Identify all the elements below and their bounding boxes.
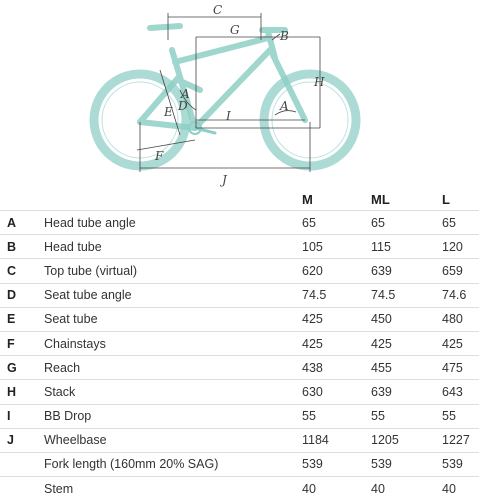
table-row [0, 235, 479, 259]
key-cell: B [0, 235, 44, 259]
table-row [0, 259, 479, 283]
table-row [0, 283, 479, 307]
value-l: 65 [442, 211, 479, 235]
key-cell: D [0, 283, 44, 307]
key-cell: J [0, 428, 44, 452]
measurement-name: Wheelbase [44, 428, 302, 452]
value-m: 539 [302, 452, 371, 476]
value-ml: 639 [371, 259, 442, 283]
measurement-name: Seat tube angle [44, 283, 302, 307]
value-l: 425 [442, 331, 479, 355]
key-cell: A [0, 211, 44, 235]
value-ml: 639 [371, 380, 442, 404]
value-l: 1227 [442, 428, 479, 452]
label-b: B [280, 29, 289, 43]
geometry-rows [0, 211, 479, 500]
value-l: 659 [442, 259, 479, 283]
label-i: I [226, 109, 231, 123]
header-size-ml: ML [371, 191, 390, 207]
key-cell: C [0, 259, 44, 283]
value-ml: 74.5 [371, 283, 442, 307]
value-l: 480 [442, 307, 479, 331]
key-cell: I [0, 404, 44, 428]
header-name [44, 188, 302, 211]
label-j: J [222, 173, 227, 187]
value-m: 1184 [302, 428, 371, 452]
value-m: 74.5 [302, 283, 371, 307]
size-header-row [0, 188, 479, 211]
value-m: 630 [302, 380, 371, 404]
table-row [0, 331, 479, 355]
label-a-rear: A [181, 87, 190, 101]
value-m: 55 [302, 404, 371, 428]
key-cell: H [0, 380, 44, 404]
table-row [0, 428, 479, 452]
key-cell: F [0, 331, 44, 355]
value-l: 475 [442, 356, 479, 380]
value-m: 425 [302, 331, 371, 355]
label-d: D [178, 99, 188, 113]
value-l: 643 [442, 380, 479, 404]
measurement-name: Stem [44, 477, 302, 500]
table-row [0, 380, 479, 404]
value-l: 55 [442, 404, 479, 428]
label-e: E [164, 105, 173, 119]
value-m: 425 [302, 307, 371, 331]
measurement-name: Head tube angle [44, 211, 302, 235]
label-g: G [230, 23, 240, 37]
header-key [0, 188, 44, 211]
value-ml: 115 [371, 235, 442, 259]
measurement-name: Head tube [44, 235, 302, 259]
value-m: 438 [302, 356, 371, 380]
value-m: 620 [302, 259, 371, 283]
key-cell: E [0, 307, 44, 331]
table-row [0, 452, 479, 476]
label-a-front: A [280, 99, 289, 113]
table-row [0, 477, 479, 500]
measurement-name: Reach [44, 356, 302, 380]
value-ml: 65 [371, 211, 442, 235]
geometry-table [0, 188, 479, 500]
measurement-name: Seat tube [44, 307, 302, 331]
value-ml: 450 [371, 307, 442, 331]
header-size-m: M [302, 191, 313, 207]
value-m: 105 [302, 235, 371, 259]
key-cell: G [0, 356, 44, 380]
value-ml: 455 [371, 356, 442, 380]
table-row [0, 307, 479, 331]
measurement-name: Stack [44, 380, 302, 404]
value-ml: 425 [371, 331, 442, 355]
table-row [0, 356, 479, 380]
bike-sketch [94, 26, 356, 166]
label-h: H [314, 75, 325, 89]
value-l: 74.6 [442, 283, 479, 307]
table-row [0, 211, 479, 235]
label-c: C [213, 3, 223, 17]
table-row [0, 404, 479, 428]
measurement-name: Chainstays [44, 331, 302, 355]
measurement-name: Top tube (virtual) [44, 259, 302, 283]
value-ml: 40 [371, 477, 442, 500]
measurement-name: BB Drop [44, 404, 302, 428]
header-size-l: L [442, 191, 450, 207]
key-cell [0, 452, 44, 476]
value-ml: 1205 [371, 428, 442, 452]
key-cell [0, 477, 44, 500]
value-m: 65 [302, 211, 371, 235]
value-l: 539 [442, 452, 479, 476]
value-ml: 55 [371, 404, 442, 428]
value-l: 40 [442, 477, 479, 500]
value-l: 120 [442, 235, 479, 259]
measurement-name: Fork length (160mm 20% SAG) [44, 452, 302, 476]
value-ml: 539 [371, 452, 442, 476]
label-f: F [155, 149, 164, 163]
value-m: 40 [302, 477, 371, 500]
bike-geometry-diagram [0, 0, 479, 190]
